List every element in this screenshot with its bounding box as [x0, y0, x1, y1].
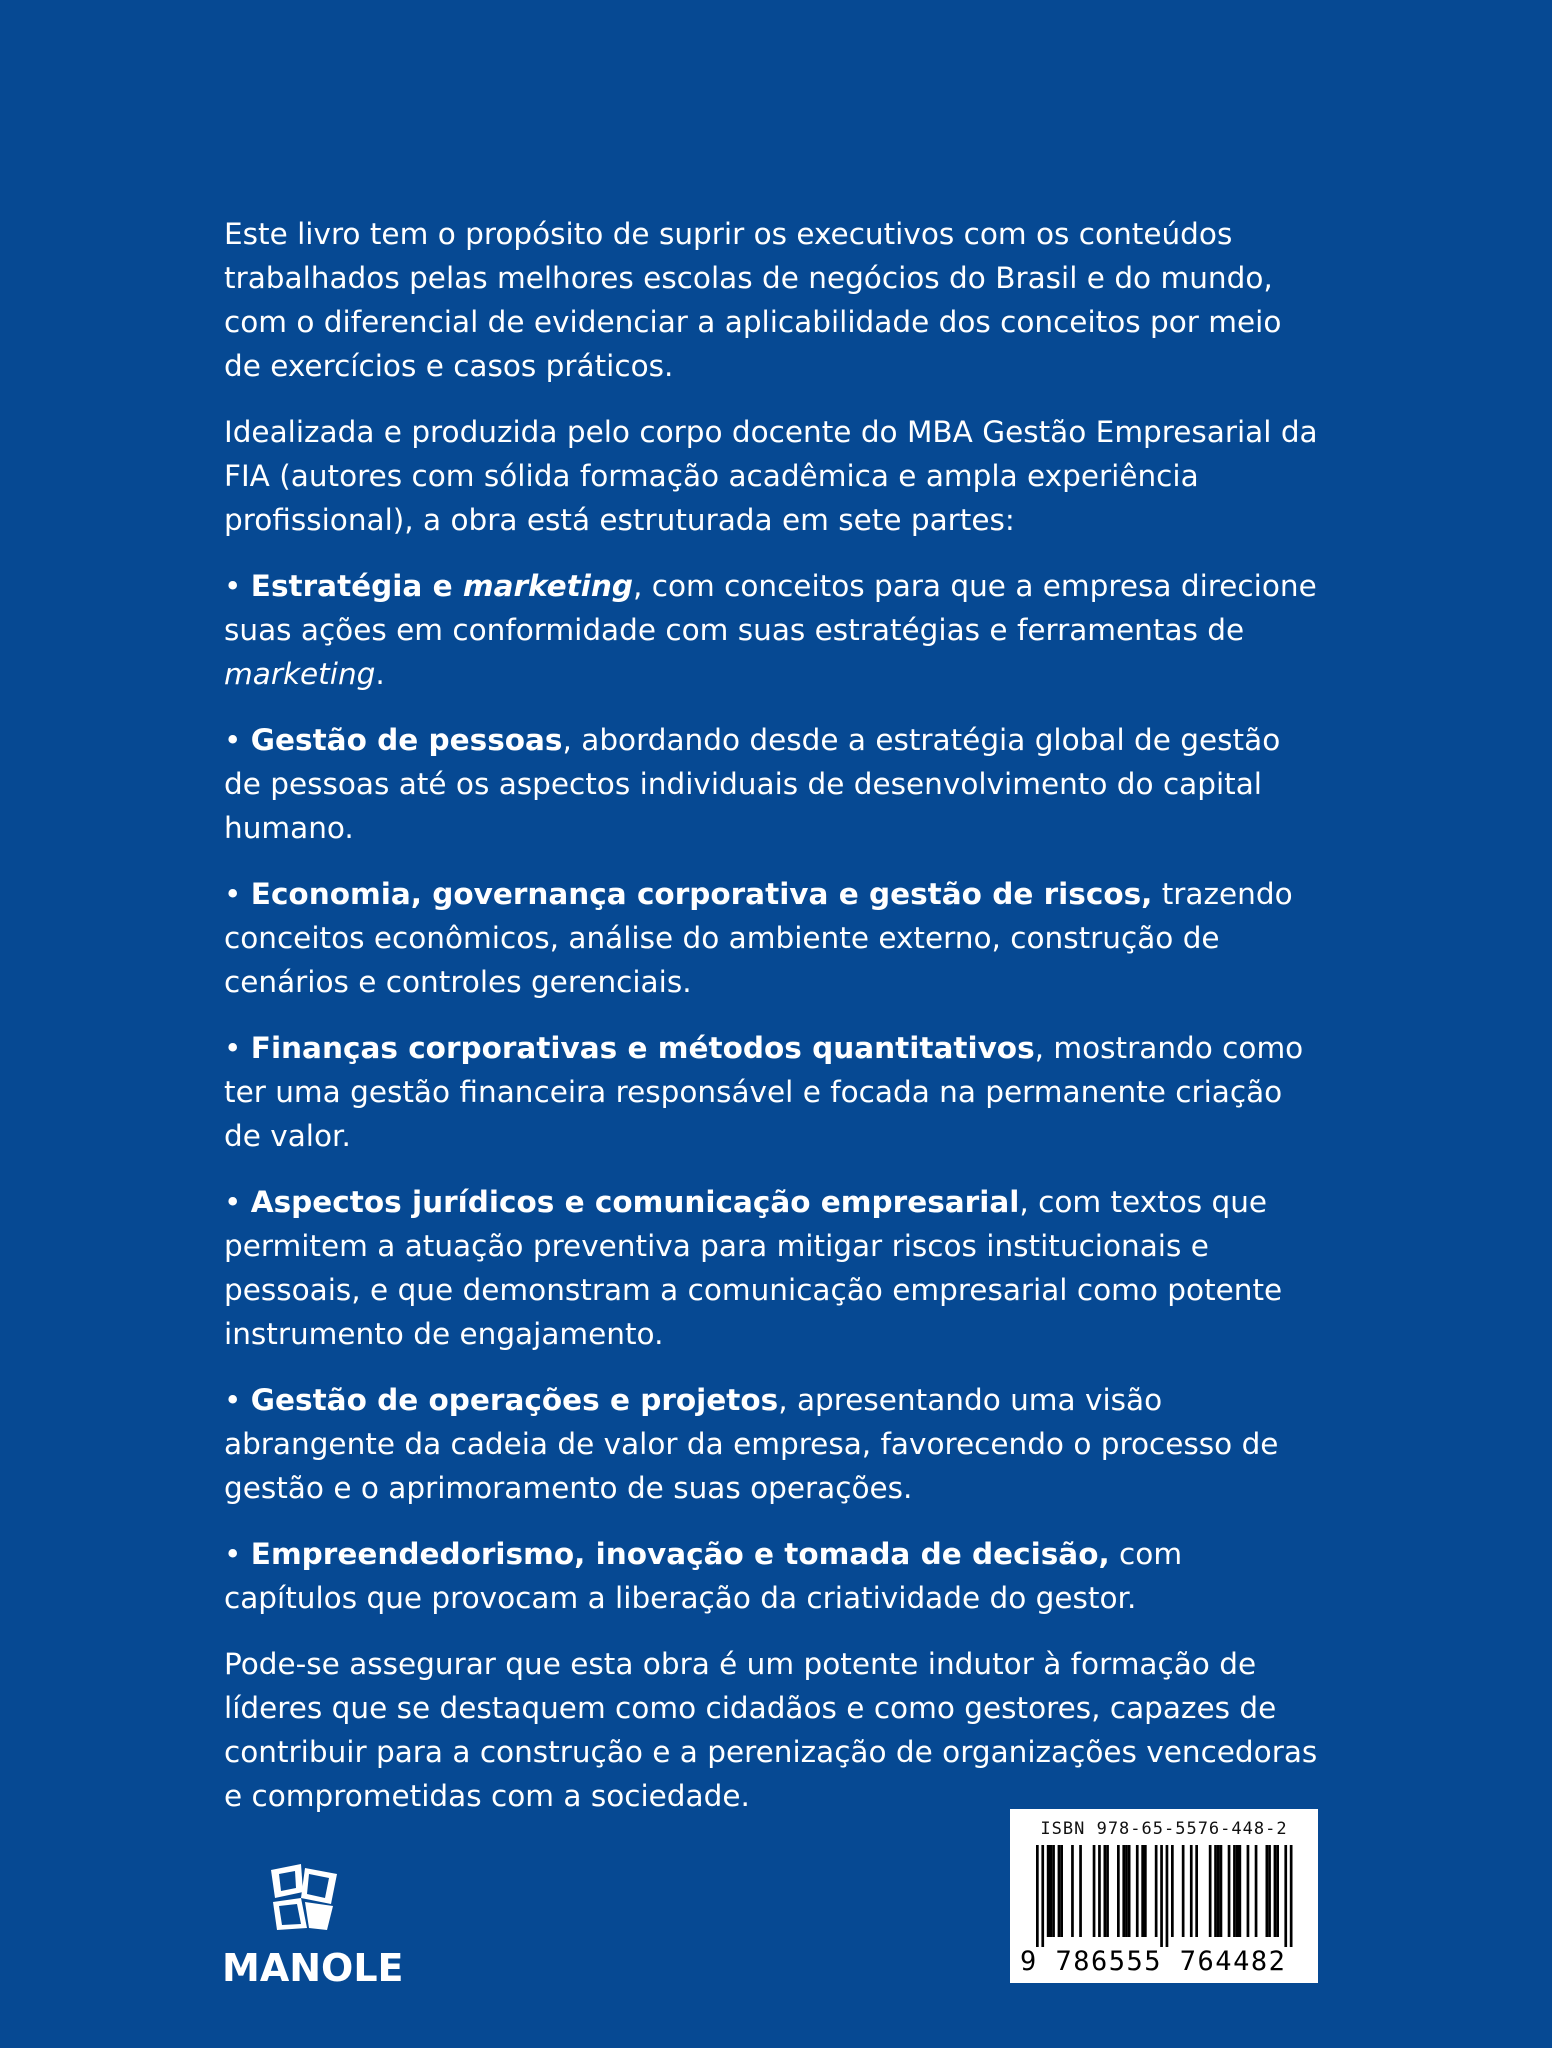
barcode-bar	[1041, 1845, 1044, 1947]
barcode-bar	[1098, 1845, 1101, 1937]
barcode-bar	[1117, 1845, 1120, 1937]
barcode-bar	[1268, 1845, 1271, 1937]
barcode-bar	[1233, 1845, 1236, 1937]
barcode-bar	[1214, 1845, 1217, 1937]
barcode-bar	[1290, 1845, 1293, 1947]
barcode-bar	[1239, 1845, 1242, 1937]
barcode-bar	[1058, 1845, 1061, 1937]
barcode-bar	[1195, 1845, 1198, 1937]
barcode-bar	[1247, 1845, 1250, 1937]
barcode-bar	[1144, 1845, 1147, 1937]
barcode-bar	[1047, 1845, 1050, 1937]
barcode-bar	[1266, 1845, 1269, 1937]
barcode-bar	[1050, 1845, 1053, 1937]
barcode-bars	[1024, 1845, 1304, 1947]
publisher-logo	[222, 1862, 404, 1992]
barcode-bar	[1122, 1845, 1125, 1937]
barcode-bar	[1220, 1845, 1223, 1937]
barcode-bar	[1182, 1845, 1185, 1937]
part-item-strategy-marketing: • Estratégia e marketing, com conceitos para que a empresa direcione suas ações em conformidade com suas estratégias e ferramentas de marketing.	[224, 569, 1317, 691]
barcode-bar	[1128, 1845, 1131, 1937]
barcode-bar	[1160, 1845, 1163, 1947]
intro-paragraph-1: Este livro tem o propósito de suprir os executivos com os conteúdos trabalhados pelas melhores escolas de negócios do Brasil e do mundo, com o diferencial de evidenciar a aplicabilidade dos conceitos por meio de exercícios e casos práticos.	[224, 217, 1282, 383]
barcode-bar	[1276, 1845, 1279, 1937]
barcode-bar	[1125, 1845, 1128, 1937]
barcode-bar	[1141, 1845, 1144, 1937]
barcode-bar	[1166, 1845, 1169, 1947]
barcode-bar	[1217, 1845, 1220, 1937]
isbn-label: ISBN 978-65-5576-448-2	[1040, 1819, 1288, 1839]
intro-paragraph-2: Idealizada e produzida pelo corpo docente do MBA Gestão Empresarial da FIA (autores com sólida formação acadêmica e ampla experiência profissional), a obra está estruturada em sete partes:	[224, 415, 1318, 537]
barcode-bar	[1071, 1845, 1074, 1937]
barcode-bar	[1274, 1845, 1277, 1937]
barcode-bar	[1236, 1845, 1239, 1937]
barcode-bar	[1060, 1845, 1063, 1937]
barcode-bar	[1036, 1845, 1039, 1947]
part-item-finance: • Finanças corporativas e métodos quantitativos, mostrando como ter uma gestão financeira responsável e focada na permanente criação de valor.	[224, 1031, 1304, 1153]
barcode-bar	[1171, 1845, 1174, 1937]
barcode-bar	[1079, 1845, 1082, 1937]
back-cover-text	[224, 212, 1322, 1840]
barcode-bar	[1190, 1845, 1193, 1937]
barcode-bar	[1106, 1845, 1109, 1937]
barcode-bar	[1209, 1845, 1212, 1937]
publisher-name: MANOLE	[222, 1946, 404, 1990]
barcode-bar	[1255, 1845, 1258, 1937]
barcode-bar	[1093, 1845, 1096, 1937]
barcode	[1010, 1809, 1318, 1983]
ean-digits: 9 786555 764482	[1020, 1946, 1287, 1977]
barcode-bar	[1228, 1845, 1231, 1937]
barcode-bar	[1284, 1845, 1287, 1947]
part-item-operations: • Gestão de operações e projetos, apresentando uma visão abrangente da cadeia de valor da empresa, favorecendo o processo de gestão e o aprimoramento de suas operações.	[224, 1383, 1279, 1505]
barcode-bar	[1136, 1845, 1139, 1937]
barcode-bar	[1104, 1845, 1107, 1937]
manole-logo-icon	[267, 1862, 343, 1932]
barcode-bar	[1155, 1845, 1158, 1937]
part-item-people: • Gestão de pessoas, abordando desde a estratégia global de gestão de pessoas até os aspectos individuais de desenvolvimento do capital humano.	[224, 723, 1281, 845]
part-item-entrepreneurship: • Empreendedorismo, inovação e tomada de decisão, com capítulos que provocam a liberação da criatividade do gestor.	[224, 1537, 1183, 1615]
closing-paragraph: Pode-se assegurar que esta obra é um potente indutor à formação de líderes que se destaquem como cidadãos e como gestores, capazes de contribuir para a construção e a perenização de organizações vencedoras e comprometidas com a sociedade.	[224, 1647, 1318, 1813]
barcode-bar	[1052, 1845, 1055, 1937]
part-item-legal: • Aspectos jurídicos e comunicação empresarial, com textos que permitem a atuação preventiva para mitigar riscos institucionais e pessoais, e que demonstram a comunicação empresarial como potente instrumento de engajamento.	[224, 1185, 1283, 1351]
part-item-economy: • Economia, governança corporativa e gestão de riscos, trazendo conceitos econômicos, análise do ambiente externo, construção de cenários e controles gerenciais.	[224, 877, 1293, 999]
